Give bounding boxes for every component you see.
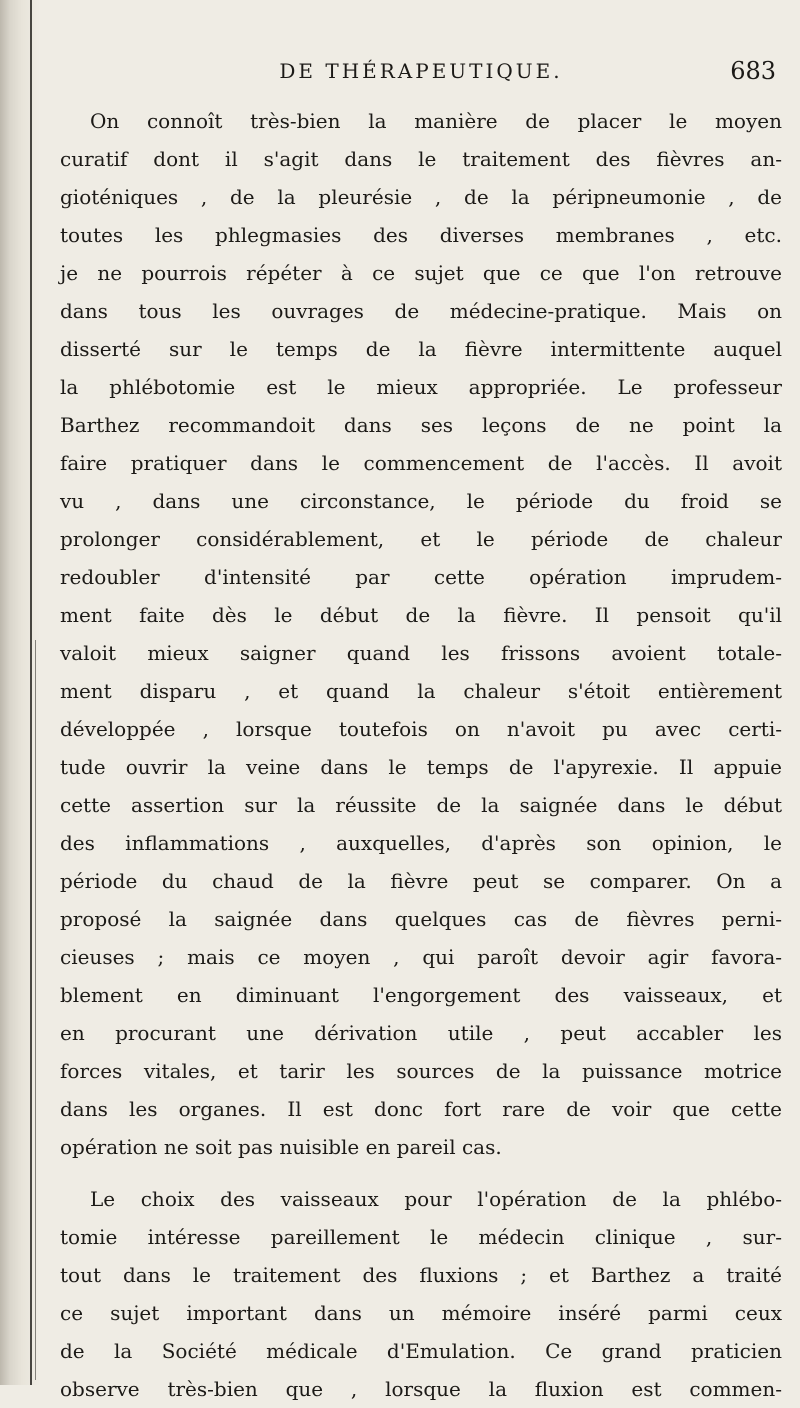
text-line: tude ouvrir la veine dans le temps de l'apyrexie. Il appuie [60, 755, 782, 779]
text-line: Le choix des vaisseaux pour l'opération de la phlébo- [90, 1187, 782, 1211]
gutter-line-secondary [35, 640, 36, 1380]
text-line: ment faite dès le début de la fièvre. Il pensoit qu'il [60, 603, 782, 627]
text-line: gioténiques , de la pleurésie , de la péripneumonie , de [60, 185, 782, 209]
text-line: faire pratiquer dans le commencement de l'accès. Il avoit [60, 451, 782, 475]
body-text [60, 102, 782, 1408]
text-line: cieuses ; mais ce moyen , qui paroît devoir agir favora- [60, 945, 782, 969]
running-title: DE THÉRAPEUTIQUE. [279, 59, 563, 83]
text-line: je ne pourrois répéter à ce sujet que ce que l'on retrouve [60, 261, 782, 285]
text-line: tomie intéresse pareillement le médecin clinique , sur- [60, 1225, 782, 1249]
text-line: ce sujet important dans un mémoire inséré parmi ceux [60, 1301, 782, 1325]
text-line: développée , lorsque toutefois on n'avoit pu avec certi- [60, 717, 782, 741]
text-line: proposé la saignée dans quelques cas de fièvres perni- [60, 907, 782, 931]
text-line: curatif dont il s'agit dans le traitement des fièvres an- [60, 147, 782, 171]
text-line: période du chaud de la fièvre peut se comparer. On a [60, 869, 782, 893]
text-line: la phlébotomie est le mieux appropriée. Le professeur [60, 375, 782, 399]
text-line: dans tous les ouvrages de médecine-pratique. Mais on [60, 299, 782, 323]
text-line: dans les organes. Il est donc fort rare de voir que cette [60, 1097, 782, 1121]
text-line: disserté sur le temps de la fièvre intermittente auquel [60, 337, 782, 361]
text-line: blement en diminuant l'engorgement des vaisseaux, et [60, 983, 782, 1007]
paragraph-gap [60, 1166, 782, 1180]
text-line: toutes les phlegmasies des diverses membranes , etc. [60, 223, 782, 247]
book-spine-shadow [0, 0, 40, 1385]
page-header [60, 54, 782, 88]
text-line: vu , dans une circonstance, le période du froid se [60, 489, 782, 513]
text-line: forces vitales, et tarir les sources de la puissance motrice [60, 1059, 782, 1083]
text-line: en procurant une dérivation utile , peut accabler les [60, 1021, 782, 1045]
text-line: On connoît très-bien la manière de placer le moyen [90, 109, 782, 133]
gutter-line [30, 0, 32, 1385]
text-line: observe très-bien que , lorsque la fluxion est commen- [60, 1377, 782, 1401]
text-line: redoubler d'intensité par cette opération imprudem- [60, 565, 782, 589]
text-line: opération ne soit pas nuisible en pareil cas. [60, 1135, 502, 1159]
text-line: valoit mieux saigner quand les frissons avoient totale- [60, 641, 782, 665]
text-line: cette assertion sur la réussite de la saignée dans le début [60, 793, 782, 817]
text-line: Barthez recommandoit dans ses leçons de ne point la [60, 413, 782, 437]
text-line: tout dans le traitement des fluxions ; et Barthez a traité [60, 1263, 782, 1287]
paragraph-2 [60, 1180, 782, 1408]
text-line: des inflammations , auxquelles, d'après son opinion, le [60, 831, 782, 855]
paragraph-1 [60, 102, 782, 1166]
text-line: prolonger considérablement, et le période de chaleur [60, 527, 782, 551]
text-line: ment disparu , et quand la chaleur s'étoit entièrement [60, 679, 782, 703]
text-line: de la Société médicale d'Emulation. Ce grand praticien [60, 1339, 782, 1363]
page-number: 683 [730, 57, 776, 85]
